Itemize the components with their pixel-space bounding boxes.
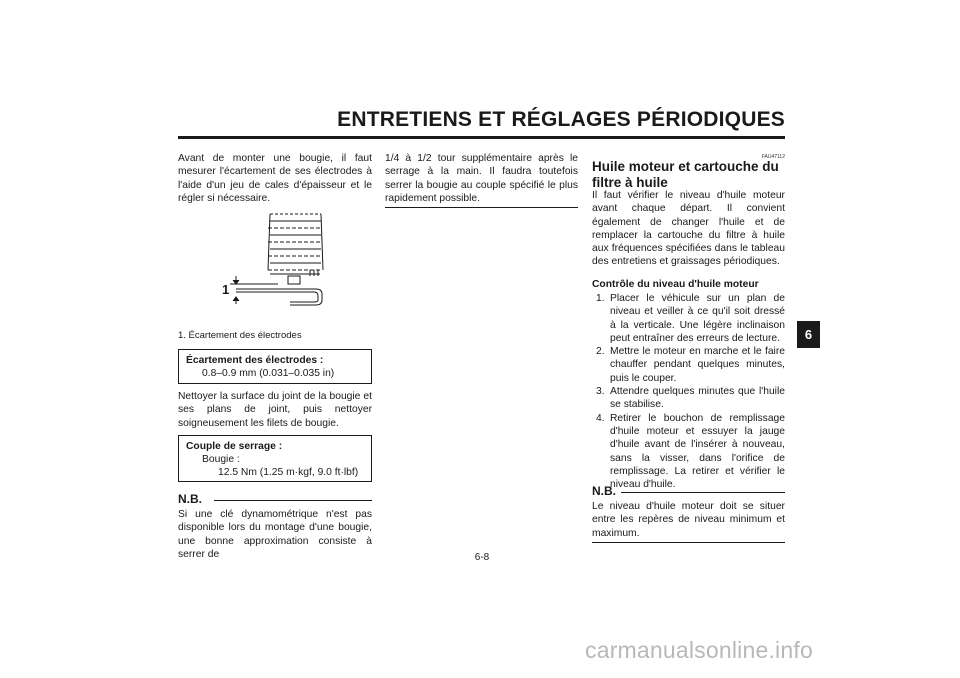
header-rule xyxy=(178,136,785,139)
section-title: Huile moteur et cartouche du filtre à huile xyxy=(592,159,779,190)
step-number: 2. xyxy=(596,346,605,358)
spec-gap-title: Écartement des électrodes : xyxy=(186,355,324,366)
nb-note-col3 xyxy=(592,482,785,500)
chapter-tab[interactable]: 6 xyxy=(797,321,820,348)
spec-torque-item: Bougie : xyxy=(202,454,240,465)
section-code: FAU47112 xyxy=(761,154,785,160)
nb-rule-col1 xyxy=(214,500,372,501)
step-text: Retirer le bouchon de remplissage d'huile moteur et essuyer la jauge d'huile avant de l'insérer à nouveau, sans la visser, dans l'orifice de remplissage. La retirer et vérifier le niveau d'huile. xyxy=(610,412,785,491)
watermark: carmanualsonline.info xyxy=(585,637,813,663)
intro-paragraph: Avant de monter une bougie, il faut mesurer l'écartement de ses électrodes à l'aide d'un jeu de cales d'épaisseur et le régler si nécessaire. xyxy=(178,153,372,204)
cleaning-paragraph: Nettoyer la surface du joint de la bougie et ses plans de joint, puis nettoyer soigneusement les filets de bougie. xyxy=(178,391,372,429)
continued-paragraph: 1/4 à 1/2 tour supplémentaire après le serrage à la main. Il faudra toutefois serrer la bougie au couple spécifié le plus rapidement possible. xyxy=(385,153,578,204)
oil-check-subheading: Contrôle du niveau d'huile moteur xyxy=(592,279,759,290)
nb-title-col3: N.B. xyxy=(592,484,616,498)
list-item xyxy=(592,412,785,492)
oil-check-steps xyxy=(592,292,785,491)
spark-plug-illustration xyxy=(218,208,338,310)
spec-gap-value: 0.8–0.9 mm (0.031–0.035 in) xyxy=(202,368,335,379)
nb-end-rule-col2 xyxy=(385,207,578,208)
spec-torque-value: 12.5 Nm (1.25 m·kgf, 9.0 ft·lbf) xyxy=(218,467,359,478)
spark-plug-gap-figure xyxy=(218,208,338,310)
page-number: 6-8 xyxy=(474,552,490,563)
nb-text-col3: Le niveau d'huile moteur doit se situer entre les repères de niveau minimum et maximum. xyxy=(592,501,785,539)
step-number: 3. xyxy=(596,386,605,398)
list-item xyxy=(592,345,785,385)
figure-callout-number: 1 xyxy=(222,282,230,297)
figure-caption: 1. Écartement des électrodes xyxy=(178,330,302,341)
step-text: Mettre le moteur en marche et le faire chauffer pendant quelques minutes, puis le couper. xyxy=(610,346,785,384)
spec-box-gap xyxy=(178,349,372,384)
page-title: ENTRETIENS ET RÉGLAGES PÉRIODIQUES xyxy=(337,108,785,131)
nb-note-col1 xyxy=(178,490,372,508)
oil-intro-paragraph: Il faut vérifier le niveau d'huile moteur avant chaque départ. Il convient également de changer l'huile et de remplacer la cartouche du filtre à huile aux fréquences spécifiées dans le tableau des entretiens et graissages périodiques. xyxy=(592,190,785,268)
list-item xyxy=(592,385,785,412)
nb-text-col1: Si une clé dynamométrique n'est pas disponible lors du montage d'une bougie, une bonne approximation consiste à serrer de xyxy=(178,509,372,560)
nb-title-col1: N.B. xyxy=(178,492,202,506)
nb-rule-col3 xyxy=(621,492,785,493)
list-item xyxy=(592,292,785,345)
step-text: Placer le véhicule sur un plan de niveau et veiller à ce qu'il soit dressé à la verticale. Une légère inclinaison peut entraîner des erreurs de lecture. xyxy=(610,293,785,344)
spec-torque-title: Couple de serrage : xyxy=(186,441,283,452)
step-number: 4. xyxy=(596,412,605,424)
spec-box-torque xyxy=(178,435,372,482)
nb-end-rule-col3 xyxy=(592,542,785,543)
step-text: Attendre quelques minutes que l'huile se stabilise. xyxy=(610,386,785,411)
step-number: 1. xyxy=(596,293,605,304)
